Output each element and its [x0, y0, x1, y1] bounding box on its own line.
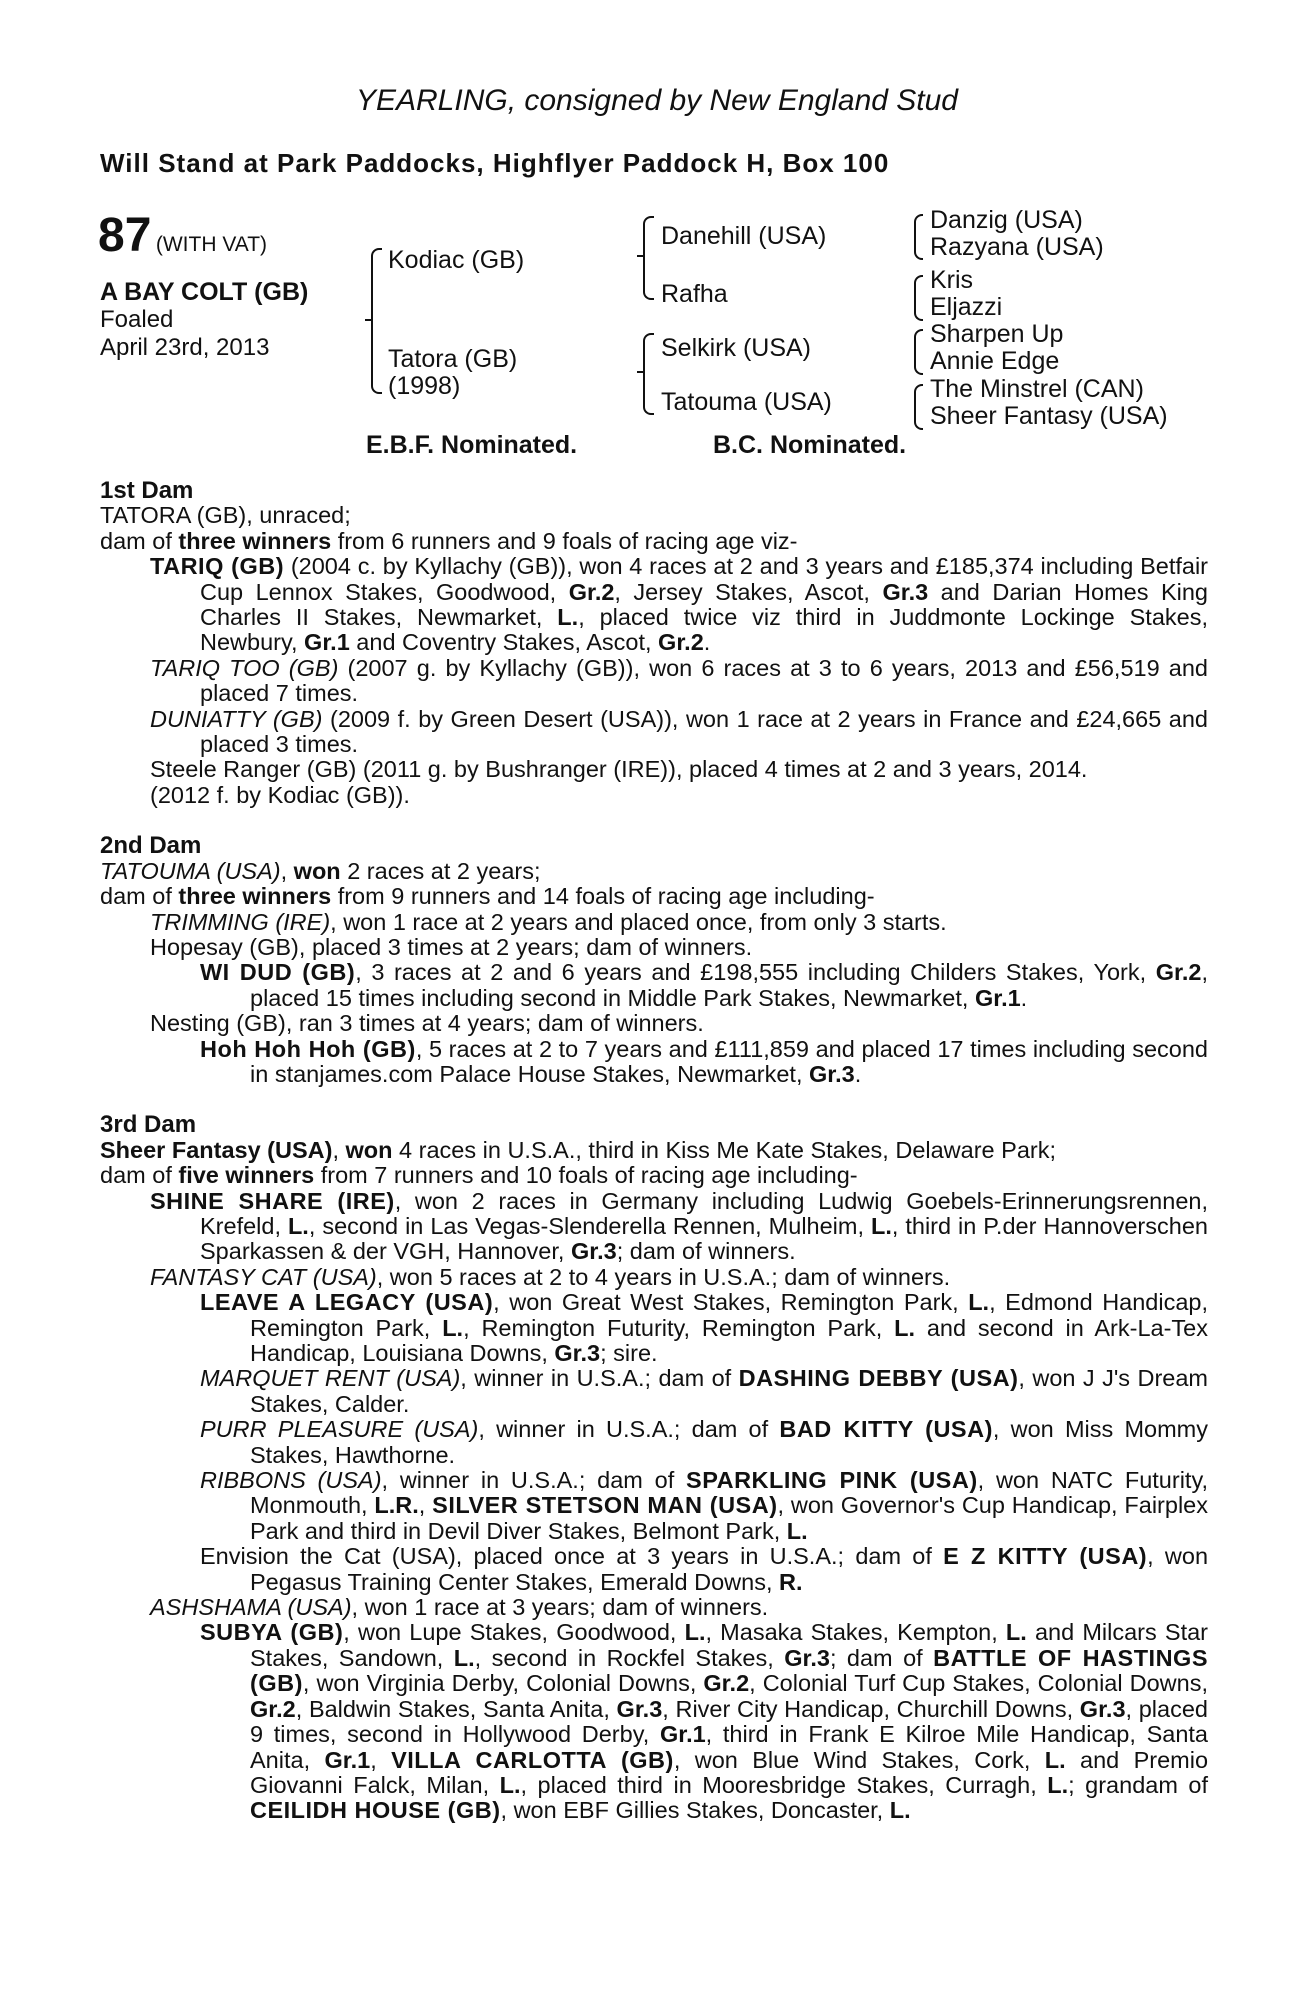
- progeny-steele-ranger: Steele Ranger (GB) (2011 g. by Bushranger (IRE)), placed 4 times at 2 and 3 years, 2014.: [150, 756, 1088, 783]
- progeny-marquet-rent: MARQUET RENT (USA), winner in U.S.A.; dam of DASHING DEBBY (USA), won J J's Dream Stakes, Calder.: [200, 1365, 1208, 1417]
- first-dam-line: TATORA (GB), unraced;: [100, 502, 351, 529]
- foaled-date: April 23rd, 2013: [100, 334, 270, 361]
- ggp-1: Danzig (USA): [930, 206, 1083, 234]
- progeny-tariq-too: TARIQ TOO (GB) (2007 g. by Kyllachy (GB)), won 6 races at 3 to 6 years, 2013 and £56,519 and placed 7 times.: [150, 654, 1209, 707]
- brace-sire-parents: [643, 216, 654, 300]
- progeny-tariq: TARIQ (GB) (2004 c. by Kyllachy (GB)), won 4 races at 2 and 3 years and £185,374 including Betfair Cup Lennox Stakes, Goodwood, Gr.2, Jersey Stakes, Ascot, Gr.3 and Darian Homes King Charles II Stakes, Newmarket, L., placed twice viz third in Juddmonte Lockinge Stakes, Newbury, Gr.1 and Coventry Stakes, Ascot, Gr.2.: [150, 553, 1208, 656]
- progeny-ashshama: ASHSHAMA (USA), won 1 race at 3 years; dam of winners.: [150, 1594, 769, 1621]
- sire: Kodiac (GB): [388, 246, 525, 274]
- progeny-envision-the-cat: Envision the Cat (USA), placed once at 3 years in U.S.A.; dam of E Z KITTY (USA), won Pegasus Training Center Stakes, Emerald Downs, R.: [200, 1543, 1209, 1595]
- foaled-label: Foaled: [100, 306, 174, 333]
- lot-description: A BAY COLT (GB): [100, 278, 309, 306]
- third-dam-section: 3rd Dam Sheer Fantasy (USA), won 4 races in U.S.A., third in Kiss Me Kate Stakes, Delaware Park; dam of five winners from 7 runners and 10 foals of racing age including- SHINE SHARE (IRE), won 2 races in Germany including Ludwig Goebels-Erinnerungsrennen, Krefeld, L., second in Las Vegas-Slenderella Rennen, Mulheim, L., third in P.der Hannoverschen Sparkassen & der VGH, Hannover, Gr.3; dam of winners. FANTASY CAT (USA), won 5 races at 2 to 4 years in U.S.A.; dam of winners. LEAVE A LEGACY (USA), won Great West Stakes, Remington Park, L., Edmond Handicap, Remington Park, L., Remington Futurity, Remington Park, L. and second in Ark-La-Tex Handicap, Louisiana Downs, Gr.3; sire. MARQUET RENT (USA), winner in U.S.A.; dam of DASHING DEBBY (USA), won J J's Dream Stakes, Calder. PURR PLEASURE (USA), winner in U.S.A.; dam of BAD KITTY (USA), won Miss Mommy Stakes, Hawthorne. RIBBONS (USA), winner in U.S.A.; dam of SPARKLING PINK (USA), won NATC Futurity, Monmouth, L.R., SILVER STETSON MAN (USA), won Governor's Cup Handicap, Fairplex Park and third in Devil Diver Stakes, Belmont Park, L. Envision the Cat (USA), placed once at 3 years in U.S.A.; dam of E Z KITTY (USA), won Pegasus Training Center Stakes, Emerald Downs, R. ASHSHAMA (USA), won 1 race at 3 years; dam of winners. SUBYA (GB), won Lupe Stakes, Goodwood, L., Masaka Stakes, Kempton, L. and Milcars Star Stakes, Sandown, L., second in Rockfel Stakes, Gr.3; dam of BATTLE OF HASTINGS (GB), won Virginia Derby, Colonial Downs, Gr.2, Colonial Turf Cup Stakes, Colonial Downs, Gr.2, Baldwin Stakes, Santa Anita, Gr.3, River City Handicap, Churchill Downs, Gr.3, placed 9 times, second in Hollywood Derby, Gr.1, third in Frank E Kilroe Mile Handicap, Santa Anita, Gr.1, VILLA CARLOTTA (GB), won Blue Wind Stakes, Cork, L. and Premio Giovanni Falck, Milan, L., placed third in Mooresbridge Stakes, Curragh, L.; grandam of CEILIDH HOUSE (GB), won EBF Gillies Stakes, Doncaster, L.: [100, 1111, 1209, 1824]
- brace-dam-parents: [643, 333, 654, 415]
- progeny-2012: (2012 f. by Kodiac (GB)).: [150, 781, 410, 808]
- progeny-duniatty: DUNIATTY (GB) (2009 f. by Green Desert (USA)), won 1 race at 2 years in France and £24,665 and placed 3 times.: [150, 705, 1209, 758]
- brace-gen1: [371, 248, 382, 394]
- lot-heading: [98, 208, 267, 263]
- dam-dam: Tatouma (USA): [661, 388, 832, 416]
- pedigree-notes: [100, 478, 1208, 1824]
- bc-nominated: B.C. Nominated.: [713, 431, 907, 459]
- dam: Tatora (GB): [388, 345, 518, 373]
- progeny-nesting: Nesting (GB), ran 3 times at 4 years; dam of winners.: [150, 1010, 704, 1037]
- ggp-7: The Minstrel (CAN): [930, 375, 1144, 403]
- ggp-8: Sheer Fantasy (USA): [930, 402, 1168, 430]
- progeny-shine-share: SHINE SHARE (IRE), won 2 races in Germany including Ludwig Goebels-Erinnerungsrennen, Krefeld, L., second in Las Vegas-Slenderella Rennen, Mulheim, L., third in P.der Hannoverschen Sparkassen & der VGH, Hannover, Gr.3; dam of winners.: [150, 1187, 1208, 1265]
- ggp-2: Razyana (USA): [930, 233, 1104, 261]
- progeny-ribbons: RIBBONS (USA), winner in U.S.A.; dam of SPARKLING PINK (USA), won NATC Futurity, Monmouth, L.R., SILVER STETSON MAN (USA), won Governor's Cup Handicap, Fairplex Park and third in Devil Diver Stakes, Belmont Park, L.: [200, 1467, 1208, 1544]
- progeny-fantasy-cat: FANTASY CAT (USA), won 5 races at 2 to 4 years in U.S.A.; dam of winners.: [150, 1263, 951, 1290]
- stand-location: Will Stand at Park Paddocks, Highflyer Paddock H, Box 100: [100, 148, 890, 178]
- second-dam-title: 2nd Dam: [100, 832, 202, 860]
- progeny-hopesay: Hopesay (GB), placed 3 times at 2 years; dam of winners.: [150, 933, 753, 960]
- first-dam-title: 1st Dam: [100, 477, 194, 504]
- progeny-trimming: TRIMMING (IRE), won 1 race at 2 years and placed once, from only 3 starts.: [150, 908, 947, 935]
- progeny-hoh-hoh-hoh: Hoh Hoh Hoh (GB), 5 races at 2 to 7 years and £111,859 and placed 17 times including second in stanjames.com Palace House Stakes, Newmarket, Gr.3.: [200, 1035, 1208, 1087]
- second-dam-section: 2nd Dam TATOUMA (USA), won 2 races at 2 years; dam of three winners from 9 runners and 14 foals of racing age including- TRIMMING (IRE), won 1 race at 2 years and placed once, from only 3 starts. Hopesay (GB), placed 3 times at 2 years; dam of winners. WI DUD (GB), 3 races at 2 and 6 years and £198,555 including Childers Stakes, York, Gr.2, placed 15 times including second in Middle Park Stakes, Newmarket, Gr.1. Nesting (GB), ran 3 times at 4 years; dam of winners. Hoh Hoh Hoh (GB), 5 races at 2 to 7 years and £111,859 and placed 17 times including second in stanjames.com Palace House Stakes, Newmarket, Gr.3.: [100, 832, 1208, 1087]
- first-dam-section: 1st Dam TATORA (GB), unraced; dam of three winners from 6 runners and 9 foals of racing age viz- TARIQ (GB) (2004 c. by Kyllachy (GB)), won 4 races at 2 and 3 years and £185,374 including Betfair Cup Lennox Stakes, Goodwood, Gr.2, Jersey Stakes, Ascot, Gr.3 and Darian Homes King Charles II Stakes, Newmarket, L., placed twice viz third in Juddmonte Lockinge Stakes, Newbury, Gr.1 and Coventry Stakes, Ascot, Gr.2. TARIQ TOO (GB) (2007 g. by Kyllachy (GB)), won 6 races at 3 to 6 years, 2013 and £56,519 and placed 7 times. DUNIATTY (GB) (2009 f. by Green Desert (USA)), won 1 race at 2 years in France and £24,665 and placed 3 times. Steele Ranger (GB) (2011 g. by Bushranger (IRE)), placed 4 times at 2 and 3 years, 2014. (2012 f. by Kodiac (GB)).: [100, 477, 1209, 808]
- ggp-3: Kris: [930, 266, 974, 294]
- third-dam-title: 3rd Dam: [100, 1111, 197, 1139]
- ggp-6: Annie Edge: [930, 347, 1060, 375]
- ggp-4: Eljazzi: [930, 293, 1003, 321]
- ggp-5: Sharpen Up: [930, 320, 1064, 348]
- ebf-nominated: E.B.F. Nominated.: [366, 431, 578, 459]
- lot-number: 87: [98, 209, 152, 262]
- sire-dam: Rafha: [661, 280, 728, 308]
- vat-note: (WITH VAT): [155, 233, 268, 256]
- dam-sire: Selkirk (USA): [661, 334, 812, 362]
- consignor-heading: YEARLING, consigned by New England Stud: [355, 84, 958, 117]
- dam-year: (1998): [388, 372, 461, 400]
- progeny-leave-a-legacy: LEAVE A LEGACY (USA), won Great West Stakes, Remington Park, L., Edmond Handicap, Remington Park, L., Remington Futurity, Remington Park, L. and second in Ark-La-Tex Handicap, Louisiana Downs, Gr.3; sire.: [200, 1289, 1209, 1366]
- sire-sire: Danehill (USA): [661, 222, 827, 250]
- progeny-wi-dud: WI DUD (GB), 3 races at 2 and 6 years and £198,555 including Childers Stakes, York, Gr.2, placed 15 times including second in Middle Park Stakes, Newmarket, Gr.1.: [200, 959, 1208, 1011]
- progeny-purr-pleasure: PURR PLEASURE (USA), winner in U.S.A.; dam of BAD KITTY (USA), won Miss Mommy Stakes, Hawthorne.: [200, 1416, 1208, 1468]
- progeny-subya: SUBYA (GB), won Lupe Stakes, Goodwood, L., Masaka Stakes, Kempton, L. and Milcars Star Stakes, Sandown, L., second in Rockfel Stakes, Gr.3; dam of BATTLE OF HASTINGS (GB), won Virginia Derby, Colonial Downs, Gr.2, Colonial Turf Cup Stakes, Colonial Downs, Gr.2, Baldwin Stakes, Santa Anita, Gr.3, River City Handicap, Churchill Downs, Gr.3, placed 9 times, second in Hollywood Derby, Gr.1, third in Frank E Kilroe Mile Handicap, Santa Anita, Gr.1, VILLA CARLOTTA (GB), won Blue Wind Stakes, Cork, L. and Premio Giovanni Falck, Milan, L., placed third in Mooresbridge Stakes, Curragh, L.; grandam of CEILIDH HOUSE (GB), won EBF Gillies Stakes, Doncaster, L.: [200, 1619, 1209, 1824]
